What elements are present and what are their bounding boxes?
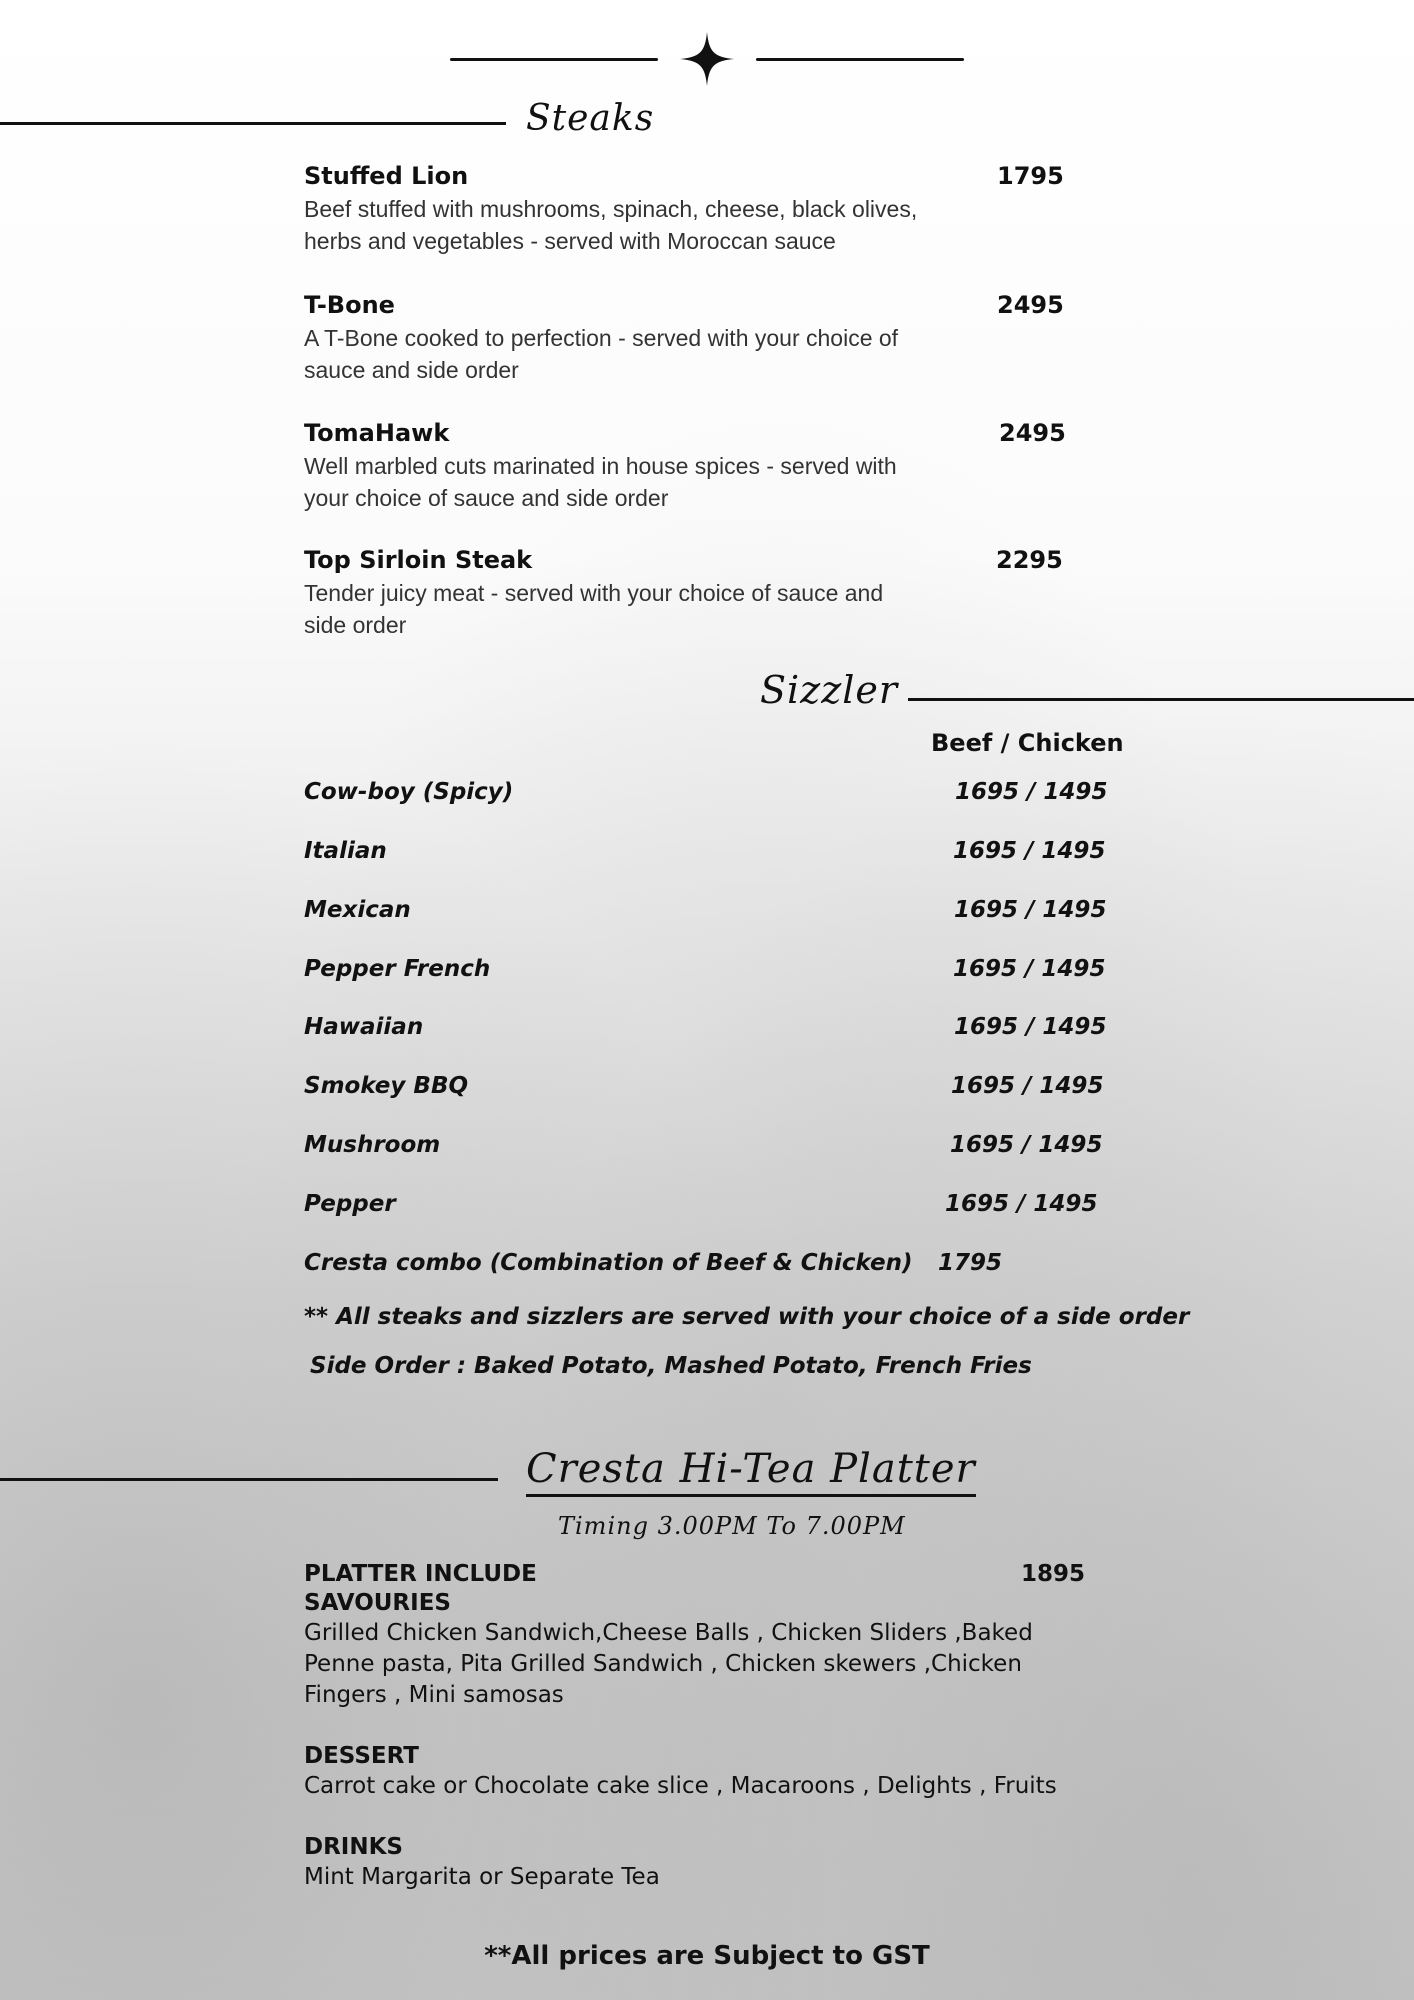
steak-price: 1795 xyxy=(997,162,1064,190)
steak-description: Tender juicy meat - served with your choice of sauce and side order xyxy=(304,580,884,638)
sizzler-item-price: 1695 / 1495 xyxy=(951,1073,1104,1099)
sizzler-item-price: 1795 xyxy=(938,1250,1003,1276)
steak-price: 2295 xyxy=(996,546,1063,574)
sizzler-note: ** All steaks and sizzlers are served with your choice of a side order xyxy=(304,1304,1190,1330)
sizzler-item-price: 1695 / 1495 xyxy=(954,1014,1107,1040)
ornament-line-right xyxy=(756,58,964,61)
sizzler-item-price: 1695 / 1495 xyxy=(955,779,1108,805)
sizzler-item-name: Pepper French xyxy=(304,956,491,982)
steak-price: 2495 xyxy=(997,291,1064,319)
sizzler-item-price: 1695 / 1495 xyxy=(953,956,1106,982)
sizzler-item-name: Cresta combo (Combination of Beef & Chicken) xyxy=(304,1250,913,1276)
hitea-timing: Timing 3.00PM To 7.00PM xyxy=(558,1512,906,1540)
sizzler-item-price: 1695 / 1495 xyxy=(950,1132,1103,1158)
steak-name: Top Sirloin Steak xyxy=(304,546,533,574)
platter-price: 1895 xyxy=(1021,1561,1086,1587)
sizzler-item-name: Hawaiian xyxy=(304,1014,424,1040)
steak-name: TomaHawk xyxy=(304,419,450,447)
gst-note: **All prices are Subject to GST xyxy=(484,1941,930,1971)
steak-price: 2495 xyxy=(999,419,1066,447)
steak-description: A T-Bone cooked to perfection - served with your choice of sauce and side order xyxy=(304,325,899,383)
hitea-title: Cresta Hi-Tea Platter xyxy=(526,1446,976,1497)
sizzler-item-name: Italian xyxy=(304,838,387,864)
dessert-label: DESSERT xyxy=(304,1743,419,1769)
drinks-text: Mint Margarita or Separate Tea xyxy=(304,1864,660,1890)
steaks-title: Steaks xyxy=(526,98,655,139)
sizzler-item-name: Mexican xyxy=(304,897,411,923)
steak-description: Beef stuffed with mushrooms, spinach, cheese, black olives, herbs and vegetables - served with Moroccan sauce xyxy=(304,196,918,254)
four-point-star-icon xyxy=(680,32,734,86)
steaks-title-rule xyxy=(0,122,506,125)
sizzler-item-price: 1695 / 1495 xyxy=(953,838,1106,864)
ornament-line-left xyxy=(450,58,658,61)
sizzler-item-name: Mushroom xyxy=(304,1132,441,1158)
drinks-label: DRINKS xyxy=(304,1834,403,1860)
platter-include-label: PLATTER INCLUDE xyxy=(304,1561,537,1587)
sizzler-title-rule xyxy=(908,698,1414,701)
sizzler-item-price: 1695 / 1495 xyxy=(945,1191,1098,1217)
sizzler-item-price: 1695 / 1495 xyxy=(954,897,1107,923)
savouries-text: Grilled Chicken Sandwich,Cheese Balls , Chicken Sliders ,Baked Penne pasta, Pita Grilled Sandwich , Chicken skewers ,Chicken Fingers , Mini samosas xyxy=(304,1620,1033,1708)
side-order-note: Side Order : Baked Potato, Mashed Potato, French Fries xyxy=(310,1353,1032,1379)
sizzler-item-name: Smokey BBQ xyxy=(304,1073,469,1099)
dessert-text: Carrot cake or Chocolate cake slice , Macaroons , Delights , Fruits xyxy=(304,1773,1057,1799)
steak-name: T-Bone xyxy=(304,291,395,319)
sizzler-column-header: Beef / Chicken xyxy=(931,729,1124,757)
savouries-label: SAVOURIES xyxy=(304,1590,451,1616)
hitea-title-rule xyxy=(0,1478,498,1481)
steak-name: Stuffed Lion xyxy=(304,162,469,190)
sizzler-item-name: Cow-boy (Spicy) xyxy=(304,779,514,805)
sizzler-item-name: Pepper xyxy=(304,1191,396,1217)
steak-description: Well marbled cuts marinated in house spices - served with your choice of sauce and side order xyxy=(304,453,897,511)
sizzler-title: Sizzler xyxy=(760,668,899,712)
